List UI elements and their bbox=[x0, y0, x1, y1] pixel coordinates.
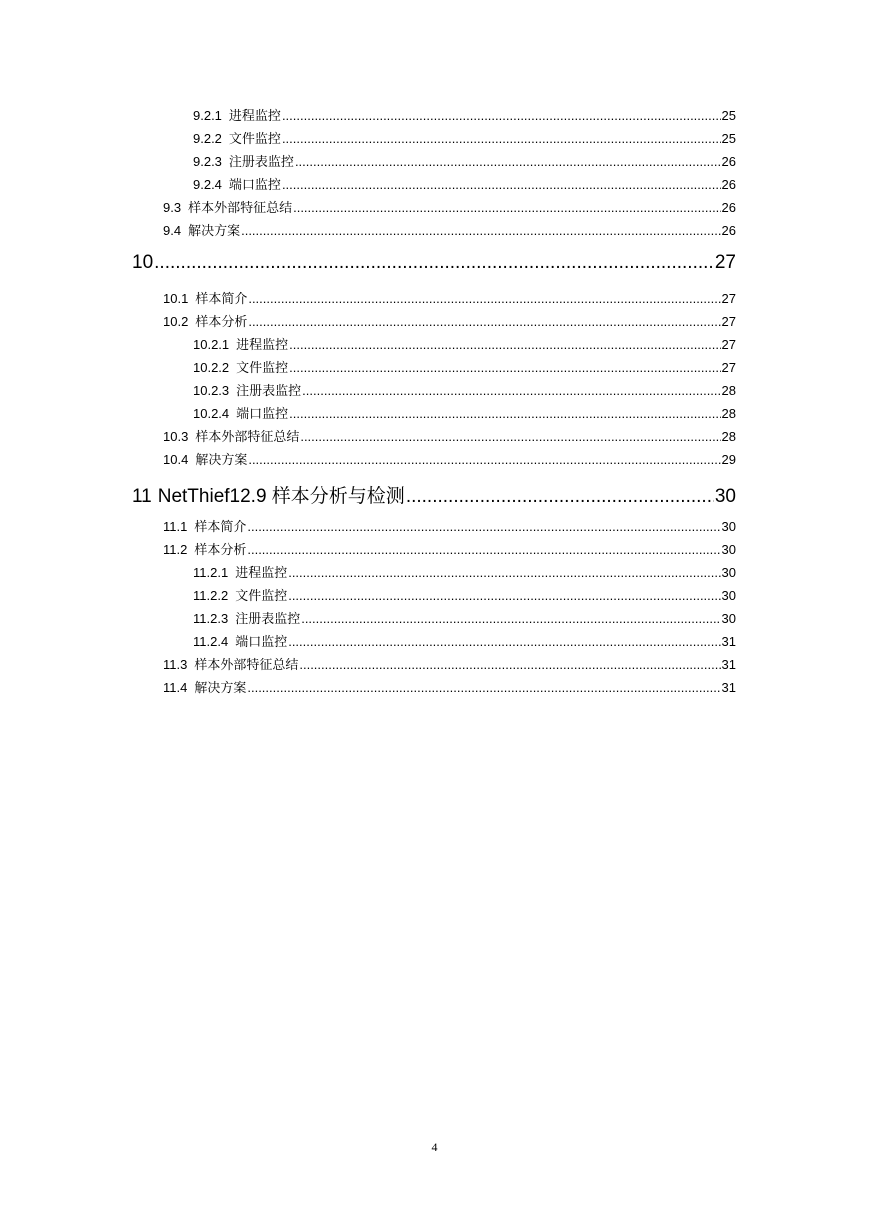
toc-entry-title: 样本分析 bbox=[195, 315, 248, 330]
toc-entry[interactable] bbox=[193, 334, 736, 354]
toc-entry[interactable] bbox=[163, 449, 736, 469]
toc-entry-title: NetThief12.9 样本分析与检测 bbox=[157, 486, 405, 507]
toc-entry-number: 9.2.3 bbox=[193, 154, 222, 169]
toc-entry[interactable] bbox=[193, 105, 736, 125]
toc-entry-page: 26 bbox=[721, 200, 736, 215]
toc-entry-title: 端口监控 bbox=[235, 635, 288, 650]
toc-entry[interactable] bbox=[193, 128, 736, 148]
toc-entry-number: 10.2 bbox=[163, 314, 189, 329]
toc-entry-number: 11.2.4 bbox=[193, 634, 229, 649]
toc-dot-leader bbox=[241, 223, 720, 238]
toc-entry-number: 9.3 bbox=[163, 200, 182, 215]
toc-entry-title: 样本外部特征总结 bbox=[194, 658, 299, 673]
toc-dot-leader bbox=[282, 108, 721, 123]
toc-entry[interactable] bbox=[193, 631, 736, 651]
toc-dot-leader bbox=[289, 406, 720, 421]
toc-entry[interactable] bbox=[163, 197, 736, 217]
toc-entry[interactable] bbox=[163, 654, 736, 674]
toc-entry-number: 11.2.3 bbox=[193, 611, 229, 626]
toc-entry-number: 10.4 bbox=[163, 452, 189, 467]
toc-dot-leader bbox=[288, 634, 720, 649]
toc-entry-number: 11 bbox=[132, 486, 152, 507]
toc-dot-leader bbox=[302, 383, 720, 398]
toc-entry-page: 30 bbox=[721, 542, 736, 557]
toc-entry-page: 30 bbox=[714, 486, 736, 507]
toc-entry[interactable] bbox=[193, 608, 736, 628]
toc-entry[interactable] bbox=[163, 539, 736, 559]
toc-entry-page: 26 bbox=[721, 154, 736, 169]
toc-dot-leader bbox=[289, 337, 720, 352]
toc-dot-leader bbox=[293, 200, 720, 215]
toc-entry-page: 31 bbox=[721, 657, 736, 672]
toc-entry-page: 27 bbox=[721, 360, 736, 375]
toc-entry-number: 11.2.1 bbox=[193, 565, 229, 580]
toc-entry-title: 端口监控 bbox=[228, 178, 281, 193]
toc-entry-number: 10.1 bbox=[163, 291, 189, 306]
toc-entry[interactable] bbox=[163, 311, 736, 331]
toc-entry[interactable] bbox=[163, 426, 736, 446]
toc-entry[interactable] bbox=[193, 585, 736, 605]
toc-dot-leader bbox=[288, 588, 720, 603]
toc-dot-leader bbox=[247, 519, 720, 534]
toc-dot-leader bbox=[295, 154, 721, 169]
toc-dot-leader bbox=[248, 291, 720, 306]
toc-entry-title: 注册表监控 bbox=[235, 612, 301, 627]
toc-entry-page: 30 bbox=[721, 588, 736, 603]
toc-entry-page: 27 bbox=[721, 314, 736, 329]
toc-entry-title: 解决方案 bbox=[195, 453, 248, 468]
toc-entry[interactable] bbox=[193, 174, 736, 194]
toc-entry-number: 9.4 bbox=[163, 223, 182, 238]
toc-dot-leader bbox=[247, 680, 720, 695]
toc-entry-page: 26 bbox=[721, 177, 736, 192]
toc-dot-leader bbox=[289, 360, 720, 375]
toc-entry[interactable] bbox=[163, 516, 736, 536]
toc-dot-leader bbox=[248, 452, 720, 467]
toc-entry-title: 解决方案 bbox=[188, 224, 241, 239]
toc-entry-number: 11.2 bbox=[163, 542, 188, 557]
toc-entry-number: 10.2.3 bbox=[193, 383, 230, 398]
toc-entry-title: 样本分析 bbox=[194, 543, 247, 558]
toc-entry-page: 27 bbox=[721, 291, 736, 306]
toc-entry[interactable] bbox=[193, 380, 736, 400]
toc-entry-page: 31 bbox=[721, 680, 736, 695]
toc-entry-page: 28 bbox=[721, 406, 736, 421]
toc-entry-number: 9.2.2 bbox=[193, 131, 222, 146]
toc-entry-page: 30 bbox=[721, 611, 736, 626]
toc-entry-page: 27 bbox=[714, 252, 736, 273]
toc-entry-page: 30 bbox=[721, 565, 736, 580]
toc-entry-page: 28 bbox=[721, 429, 736, 444]
toc-entry-page: 29 bbox=[721, 452, 736, 467]
toc-entry-number: 10.2.1 bbox=[193, 337, 230, 352]
toc-dot-leader bbox=[300, 429, 720, 444]
toc-entry-page: 27 bbox=[721, 337, 736, 352]
toc-entry-title: 样本外部特征总结 bbox=[188, 201, 293, 216]
toc-entry-number: 10.2.4 bbox=[193, 406, 230, 421]
toc-entry-number: 11.3 bbox=[163, 657, 188, 672]
toc-entry-number: 10.3 bbox=[163, 429, 189, 444]
toc-entry[interactable] bbox=[163, 677, 736, 697]
toc-entry-title: 样本简介 bbox=[194, 520, 247, 535]
toc-dot-leader bbox=[406, 486, 714, 507]
toc-entry-number: 9.2.4 bbox=[193, 177, 222, 192]
toc-entry-title: 解决方案 bbox=[194, 681, 247, 696]
toc-entry-page: 25 bbox=[721, 108, 736, 123]
toc-entry[interactable] bbox=[193, 151, 736, 171]
toc-dot-leader bbox=[282, 131, 721, 146]
toc-entry[interactable] bbox=[163, 288, 736, 308]
toc-entry-page: 28 bbox=[721, 383, 736, 398]
toc-entry-title: 端口监控 bbox=[236, 407, 289, 422]
toc-dot-leader bbox=[299, 657, 720, 672]
toc-entry[interactable] bbox=[193, 357, 736, 377]
page-number: 4 bbox=[431, 1140, 438, 1154]
toc-dot-leader bbox=[154, 252, 714, 274]
toc-entry-title: 进程监控 bbox=[235, 566, 288, 581]
toc-entry-number: 11.4 bbox=[163, 680, 188, 695]
toc-entry-title: 文件监控 bbox=[228, 132, 281, 147]
toc-chapter-entry[interactable] bbox=[132, 481, 736, 507]
toc-entry[interactable] bbox=[193, 562, 736, 582]
toc-entry-title: 文件监控 bbox=[235, 589, 288, 604]
toc-entry-page: 31 bbox=[721, 634, 736, 649]
toc-chapter-entry[interactable] bbox=[132, 252, 736, 278]
toc-entry-page: 26 bbox=[721, 223, 736, 238]
toc-entry-title: 样本外部特征总结 bbox=[195, 430, 300, 445]
toc-dot-leader bbox=[282, 177, 721, 192]
toc-entry-number: 10.2.2 bbox=[193, 360, 230, 375]
toc-dot-leader bbox=[247, 542, 720, 557]
toc-dot-leader bbox=[248, 314, 720, 329]
toc-entry-number: 11.2.2 bbox=[193, 588, 229, 603]
toc-entry-title: 样本简介 bbox=[195, 292, 248, 307]
toc-entry-number: 10 bbox=[132, 252, 154, 273]
toc-dot-leader bbox=[301, 611, 720, 626]
toc-entry-page: 25 bbox=[721, 131, 736, 146]
toc-entry-title: 注册表监控 bbox=[228, 155, 294, 170]
toc-entry-number: 9.2.1 bbox=[193, 108, 222, 123]
toc-entry[interactable] bbox=[193, 403, 736, 423]
toc-entry-page: 30 bbox=[721, 519, 736, 534]
toc-entry-title: 进程监控 bbox=[236, 338, 289, 353]
toc-entry-title: 注册表监控 bbox=[236, 384, 302, 399]
toc-dot-leader bbox=[288, 565, 720, 580]
toc-entry-number: 11.1 bbox=[163, 519, 188, 534]
toc-entry-title: 进程监控 bbox=[228, 109, 281, 124]
toc-entry[interactable] bbox=[163, 220, 736, 240]
toc-entry-title: 文件监控 bbox=[236, 361, 289, 376]
